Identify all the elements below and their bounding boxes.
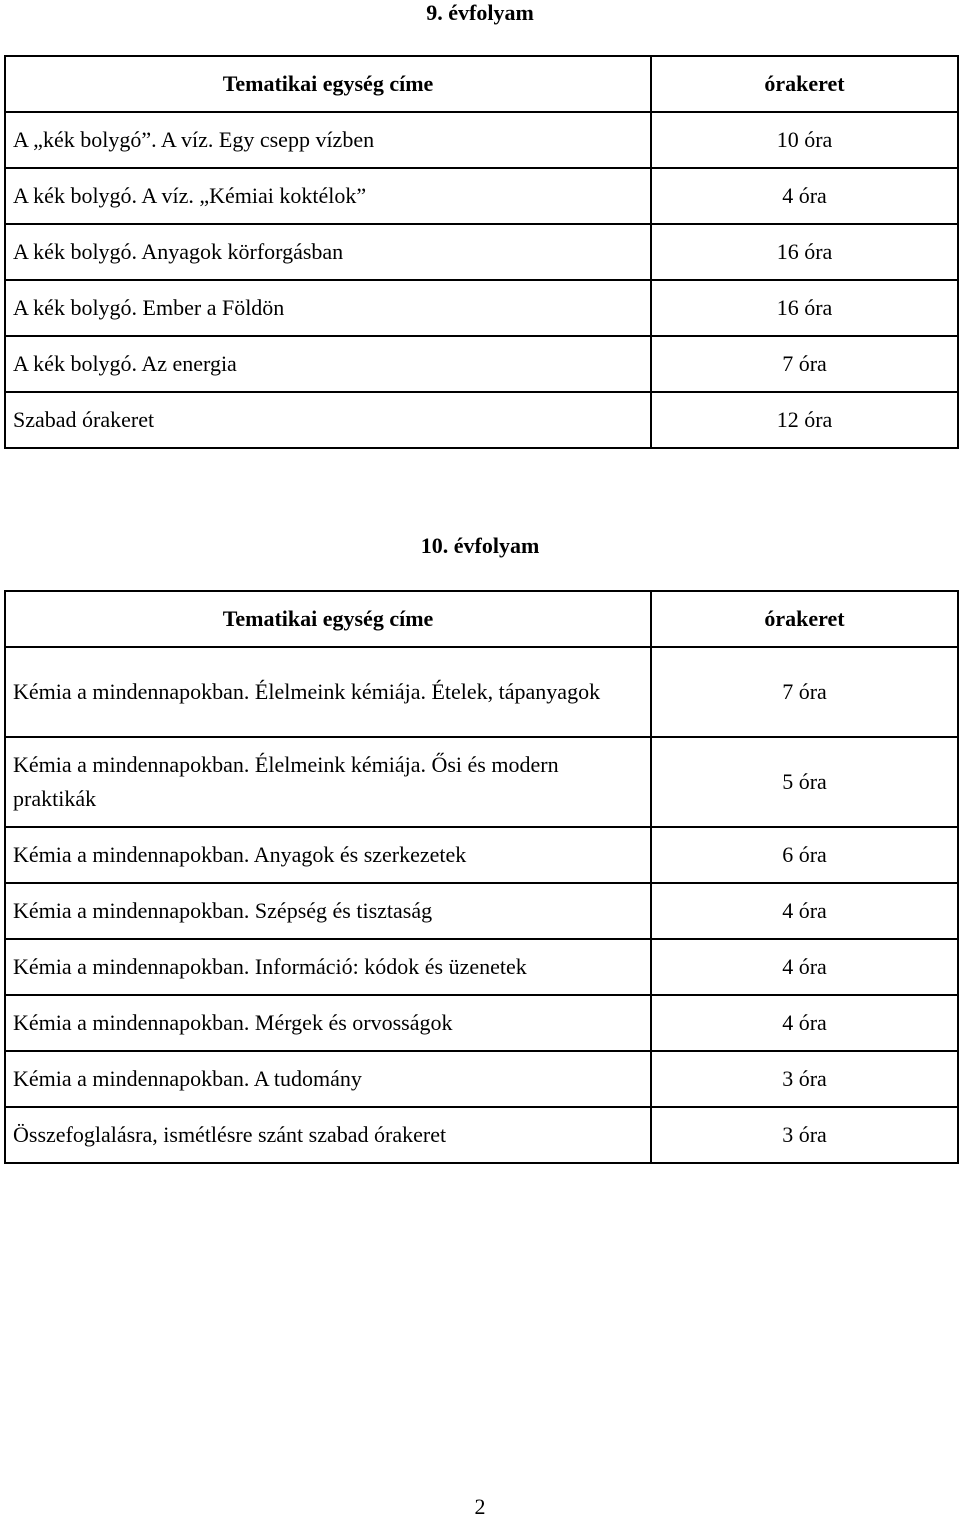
- table-row: [5, 737, 958, 827]
- unit-title: Kémia a mindennapokban. Szépség és tisztaság: [5, 883, 651, 939]
- unit-hours: 4 óra: [651, 883, 958, 939]
- unit-title: A kék bolygó. Az energia: [5, 336, 651, 392]
- unit-title: Szabad órakeret: [5, 392, 651, 448]
- unit-hours: 10 óra: [651, 112, 958, 168]
- unit-hours: 3 óra: [651, 1051, 958, 1107]
- column-header-title: Tematikai egység címe: [5, 56, 651, 112]
- unit-hours: 3 óra: [651, 1107, 958, 1163]
- table-row: [5, 224, 958, 280]
- table-row: [5, 827, 958, 883]
- unit-hours: 12 óra: [651, 392, 958, 448]
- unit-title: Összefoglalásra, ismétlésre szánt szabad órakeret: [5, 1107, 651, 1163]
- unit-hours: 16 óra: [651, 224, 958, 280]
- unit-title: Kémia a mindennapokban. A tudomány: [5, 1051, 651, 1107]
- column-header-title: Tematikai egység címe: [5, 591, 651, 647]
- unit-hours: 7 óra: [651, 647, 958, 737]
- grade9-table: [4, 55, 959, 449]
- table-row: [5, 112, 958, 168]
- grade10-heading: 10. évfolyam: [420, 533, 540, 558]
- table-row: [5, 280, 958, 336]
- column-header-hours: órakeret: [651, 591, 958, 647]
- table-row: [5, 939, 958, 995]
- unit-title: A kék bolygó. Anyagok körforgásban: [5, 224, 651, 280]
- table-row: [5, 336, 958, 392]
- table-header-row: [5, 56, 958, 112]
- unit-hours: 7 óra: [651, 336, 958, 392]
- unit-hours: 6 óra: [651, 827, 958, 883]
- column-header-hours: órakeret: [651, 56, 958, 112]
- unit-title: Kémia a mindennapokban. Élelmeink kémiája. Ősi és modern praktikák: [5, 737, 651, 827]
- table-row: [5, 1107, 958, 1163]
- table-row: [5, 883, 958, 939]
- grade10-table: [4, 590, 959, 1164]
- unit-title: A „kék bolygó”. A víz. Egy csepp vízben: [5, 112, 651, 168]
- unit-hours: 4 óra: [651, 168, 958, 224]
- unit-hours: 5 óra: [651, 737, 958, 827]
- unit-title: Kémia a mindennapokban. Élelmeink kémiája. Ételek, tápanyagok: [5, 647, 651, 737]
- unit-title: A kék bolygó. A víz. „Kémiai koktélok”: [5, 168, 651, 224]
- unit-hours: 16 óra: [651, 280, 958, 336]
- unit-hours: 4 óra: [651, 995, 958, 1051]
- unit-title: Kémia a mindennapokban. Anyagok és szerkezetek: [5, 827, 651, 883]
- unit-title: Kémia a mindennapokban. Mérgek és orvosságok: [5, 995, 651, 1051]
- table-row: [5, 647, 958, 737]
- table-row: [5, 995, 958, 1051]
- table-row: [5, 392, 958, 448]
- unit-title: Kémia a mindennapokban. Információ: kódok és üzenetek: [5, 939, 651, 995]
- page-number: 2: [474, 1494, 486, 1519]
- table-row: [5, 1051, 958, 1107]
- unit-title: A kék bolygó. Ember a Földön: [5, 280, 651, 336]
- unit-hours: 4 óra: [651, 939, 958, 995]
- table-header-row: [5, 591, 958, 647]
- table-row: [5, 168, 958, 224]
- grade9-heading: 9. évfolyam: [426, 0, 534, 25]
